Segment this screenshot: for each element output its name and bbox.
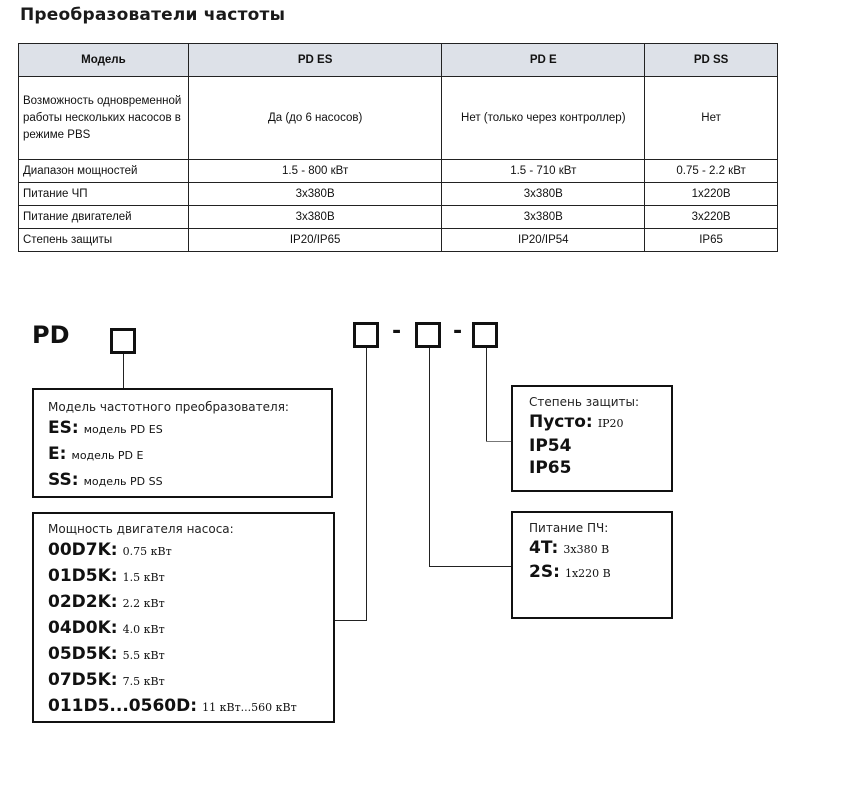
column-header: PD E — [442, 44, 645, 77]
legend-code: 2S: — [529, 562, 560, 582]
legend-item — [48, 694, 319, 720]
table-cell: Да (до 6 насосов) — [188, 77, 442, 160]
table-cell: IP20/IP65 — [188, 229, 442, 252]
legend-code: IP65 — [529, 458, 572, 478]
protection-slot-box — [472, 322, 498, 348]
legend-code: Пусто: — [529, 412, 593, 432]
power-slot-box — [353, 322, 379, 348]
legend-code: 04D0K: — [48, 618, 118, 638]
table-cell: IP65 — [645, 229, 778, 252]
separator: - — [392, 319, 402, 344]
legend-item — [529, 561, 655, 585]
table-row — [19, 206, 778, 229]
legend-item — [48, 416, 317, 442]
legend-desc: 4.0 кВт — [122, 623, 165, 636]
legend-code: 01D5K: — [48, 566, 118, 586]
legend-item — [48, 468, 317, 494]
legend-code: ES: — [48, 418, 79, 438]
connector-line — [429, 348, 430, 567]
legend-code: 011D5...0560D: — [48, 696, 198, 716]
supply-legend-box — [511, 511, 673, 619]
table-cell: Нет — [645, 77, 778, 160]
legend-header: Питание ПЧ: — [529, 521, 609, 535]
legend-desc: 1.5 кВт — [122, 571, 165, 584]
spec-table — [18, 43, 778, 252]
legend-item — [529, 537, 655, 561]
model-prefix: PD — [32, 321, 70, 349]
legend-item — [529, 457, 655, 479]
table-row — [19, 77, 778, 160]
table-row — [19, 183, 778, 206]
table-cell: 3x380В — [442, 183, 645, 206]
connector-line — [123, 354, 124, 388]
supply-slot-box — [415, 322, 441, 348]
legend-desc: 0.75 кВт — [122, 545, 172, 558]
legend-code: IP54 — [529, 436, 572, 456]
table-cell: 1.5 - 710 кВт — [442, 160, 645, 183]
legend-desc: IP20 — [597, 417, 624, 430]
connector-line — [486, 441, 512, 442]
table-row — [19, 160, 778, 183]
row-label: Степень защиты — [19, 229, 189, 252]
legend-code: SS: — [48, 470, 79, 490]
table-cell: 3x380В — [188, 206, 442, 229]
row-label: Диапазон мощностей — [19, 160, 189, 183]
model-legend-box — [32, 388, 333, 498]
power-legend-box — [32, 512, 335, 723]
legend-item — [48, 590, 319, 616]
column-header: Модель — [19, 44, 189, 77]
row-label: Питание ЧП — [19, 183, 189, 206]
table-cell: Нет (только через контроллер) — [442, 77, 645, 160]
legend-item — [48, 668, 319, 694]
column-header: PD ES — [188, 44, 442, 77]
legend-desc: 5.5 кВт — [122, 649, 165, 662]
legend-desc: 1x220 В — [564, 567, 611, 580]
legend-code: 05D5K: — [48, 644, 118, 664]
separator: - — [453, 319, 463, 344]
legend-code: 07D5K: — [48, 670, 118, 690]
legend-item — [529, 411, 655, 435]
legend-item — [48, 538, 319, 564]
table-cell: 3x380В — [442, 206, 645, 229]
model-slot-box — [110, 328, 136, 354]
legend-desc: 11 кВт...560 кВт — [202, 701, 297, 714]
table-row — [19, 229, 778, 252]
connector-line — [366, 348, 367, 620]
table-header-row — [19, 44, 778, 77]
legend-desc: 2.2 кВт — [122, 597, 165, 610]
table-cell: IP20/IP54 — [442, 229, 645, 252]
connector-line — [486, 348, 487, 442]
connector-line — [429, 566, 512, 567]
legend-desc: модель PD SS — [83, 475, 163, 488]
table-cell: 1x220В — [645, 183, 778, 206]
legend-desc: модель PD ES — [83, 423, 163, 436]
legend-header: Степень защиты: — [529, 395, 640, 409]
legend-code: 02D2K: — [48, 592, 118, 612]
legend-desc: модель PD E — [71, 449, 144, 462]
table-cell: 0.75 - 2.2 кВт — [645, 160, 778, 183]
legend-item — [48, 616, 319, 642]
legend-code: E: — [48, 444, 67, 464]
table-cell: 3x380В — [188, 183, 442, 206]
column-header: PD SS — [645, 44, 778, 77]
legend-item — [529, 435, 655, 457]
table-cell: 1.5 - 800 кВт — [188, 160, 442, 183]
legend-desc: 3x380 В — [563, 543, 610, 556]
legend-item — [48, 642, 319, 668]
legend-header: Модель частотного преобразователя: — [48, 400, 289, 414]
legend-item — [48, 564, 319, 590]
row-label: Возможность одновременной работы нескольких насосов в режиме PBS — [19, 77, 189, 160]
legend-desc: 7.5 кВт — [122, 675, 165, 688]
legend-code: 4T: — [529, 538, 559, 558]
connector-line — [333, 620, 367, 621]
page-title: Преобразователи частоты — [20, 5, 286, 25]
legend-item — [48, 442, 317, 468]
table-cell: 3x220В — [645, 206, 778, 229]
legend-header: Мощность двигателя насоса: — [48, 522, 234, 536]
row-label: Питание двигателей — [19, 206, 189, 229]
protection-legend-box — [511, 385, 673, 492]
legend-code: 00D7K: — [48, 540, 118, 560]
